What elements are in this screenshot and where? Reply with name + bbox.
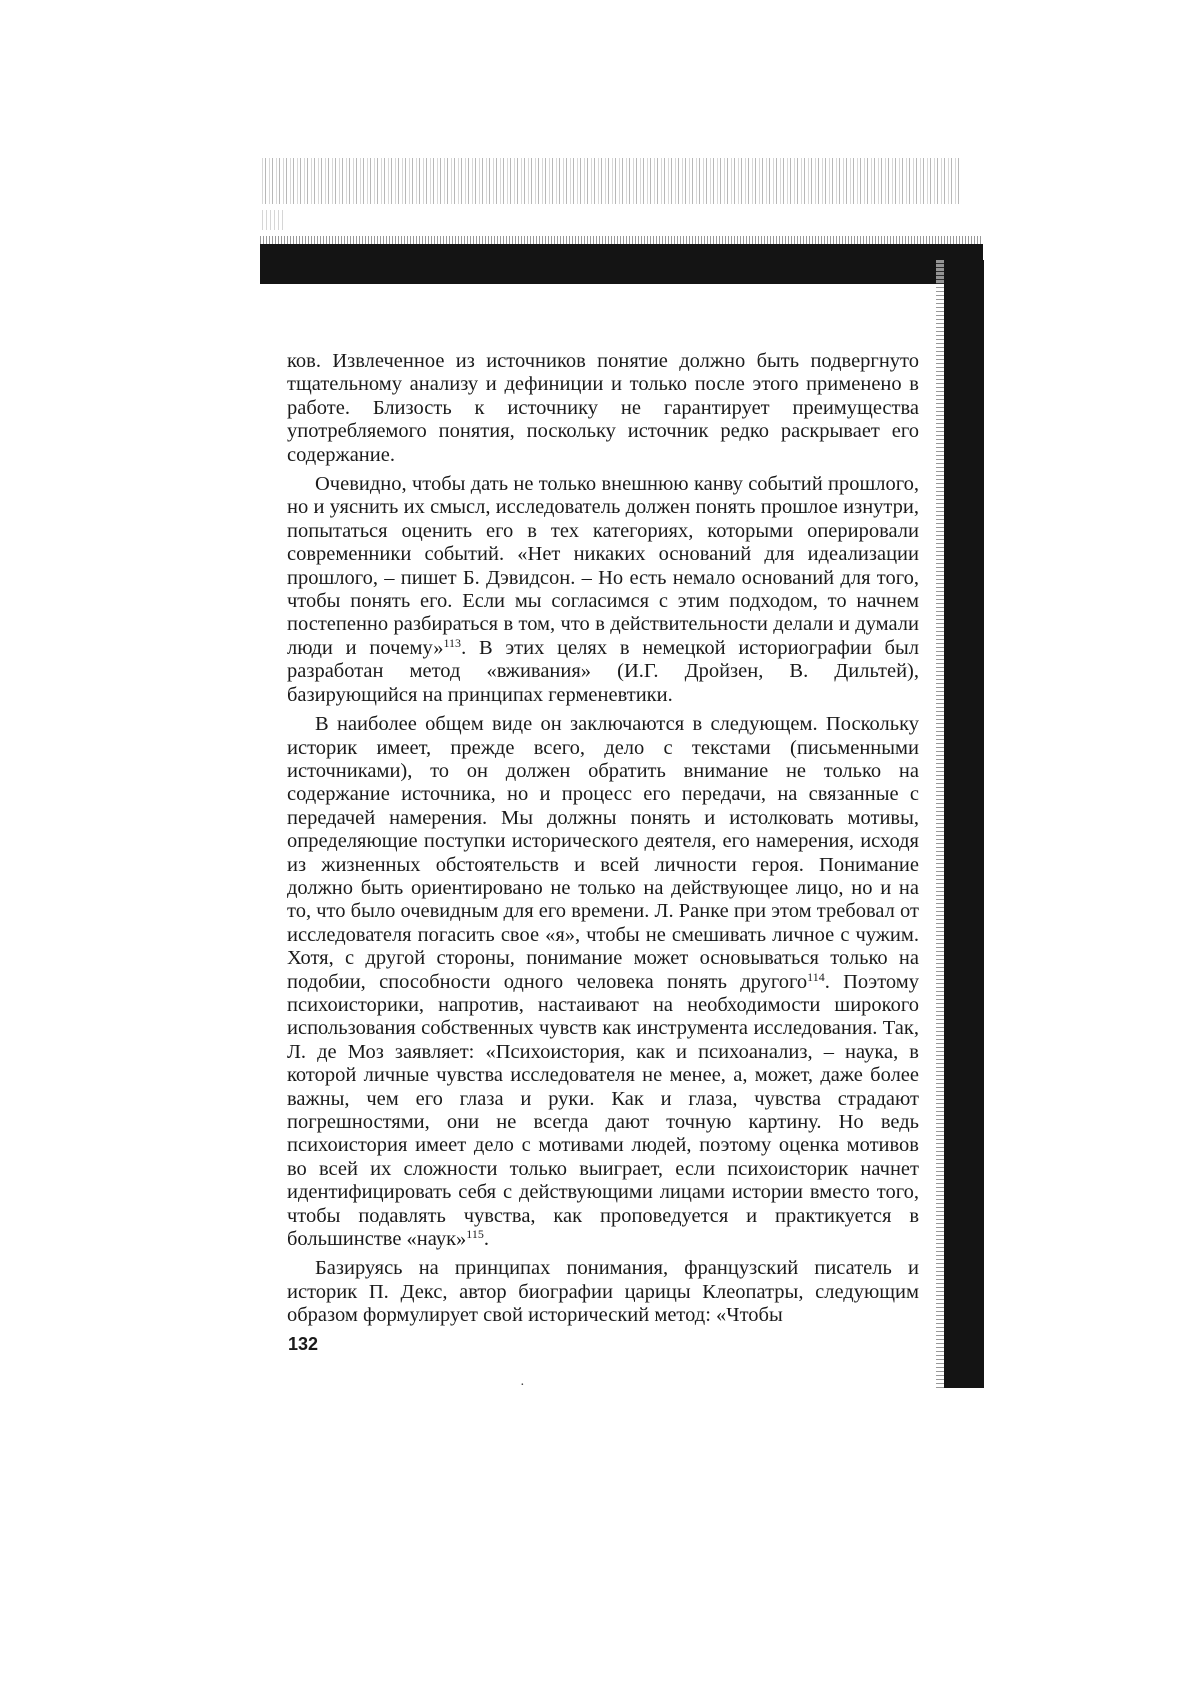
footnote-ref-114: 114 xyxy=(807,969,825,984)
scan-header-artifact-small xyxy=(262,210,286,230)
page-number: 132 xyxy=(288,1334,319,1354)
paragraph-1-text: ков. Извлеченное из источников понятие должно быть подвергнуто тщательному анализу и дефиниции и только после этого применено в работе. Близость к источнику не гарантирует преимущества употребляемого понятия, поскольку источник редко раскрывает его содержание. xyxy=(287,350,919,466)
paragraph-3-tail: . Поэтому психоисторики, напротив, настаивают на необходимости широкого использования собственных чувств как инструмента исследования. Так, Л. де Моз заявляет: «Психоистория, как и психоанализ, – наука, в которой личные чувства исследователя не менее, а, может, даже более важны, чем его глаза и руки. Как и глаза, чувства страдают погрешностями, они не всегда дают точную картину. Но ведь психоистория имеет дело с мотивами людей, поэтому оценка мотивов во всей их сложности только выиграет, если психоисторик начнет идентифицировать себя с действующими лицами истории вместо того, чтобы подавлять чувства, как проповедуется и практикуется в большинстве «наук» xyxy=(287,970,919,1251)
paragraph-4-text: Базируясь на принципах понимания, французский писатель и историк П. Декс, автор биографии царицы Клеопатры, следующим образом формулирует свой исторический метод: «Чтобы xyxy=(287,1257,919,1327)
footnote-ref-115: 115 xyxy=(466,1227,484,1242)
footnote-ref-113: 113 xyxy=(443,635,462,650)
paragraph-2-tail: . В этих целях в немецкой историографии был разработан метод «вживания» (И.Г. Дройзен, В. Дильтей), базирующийся на принципах герменевтики. xyxy=(287,636,919,706)
paragraph-4 xyxy=(287,1257,919,1327)
paragraph-2 xyxy=(287,473,919,707)
paragraph-2-text: Очевидно, чтобы дать не только внешнюю канву событий прошлого, но и уяснить их смысл, исследователь должен понять прошлое изнутри, попытаться оценить его в тех категориях, которыми оперировали современники событий. «Нет никаких оснований для идеализации прошлого, – пишет Б. Дэвидсон. – Но есть немало оснований для того, чтобы понять его. Если мы согласимся с этим подходом, то начнем постепенно разбираться в том, что в действительности делали и думали люди и почему» xyxy=(287,473,919,659)
scan-right-edge xyxy=(944,260,984,1388)
body-text xyxy=(287,350,919,1334)
scan-speck: · xyxy=(520,1378,525,1393)
paragraph-3 xyxy=(287,713,919,1251)
paragraph-1 xyxy=(287,350,919,467)
scan-top-edge xyxy=(260,244,983,284)
paragraph-3-tail-2: . xyxy=(483,1228,489,1251)
paragraph-3-text: В наиболее общем виде он заключаются в следующем. Поскольку историк имеет, прежде всего, дело с текстами (письменными источниками), то он должен обратить внимание не только на содержание источника, но и процесс его передачи, на связанные с передачей намерения. Мы должны понять и истолковать мотивы, определяющие поступки исторического деятеля, его намерения, исходя из жизненных обстоятельств и всей личности героя. Понимание должно быть ориентировано не только на действующее лицо, но и на то, что было очевидным для его времени. Л. Ранке при этом требовал от исследователя погасить свое «я», чтобы не смешивать личное с чужим. Хотя, с другой стороны, понимание может основываться только на подобии, способности одного человека понять другого xyxy=(287,713,919,993)
scan-header-artifact xyxy=(262,158,962,204)
